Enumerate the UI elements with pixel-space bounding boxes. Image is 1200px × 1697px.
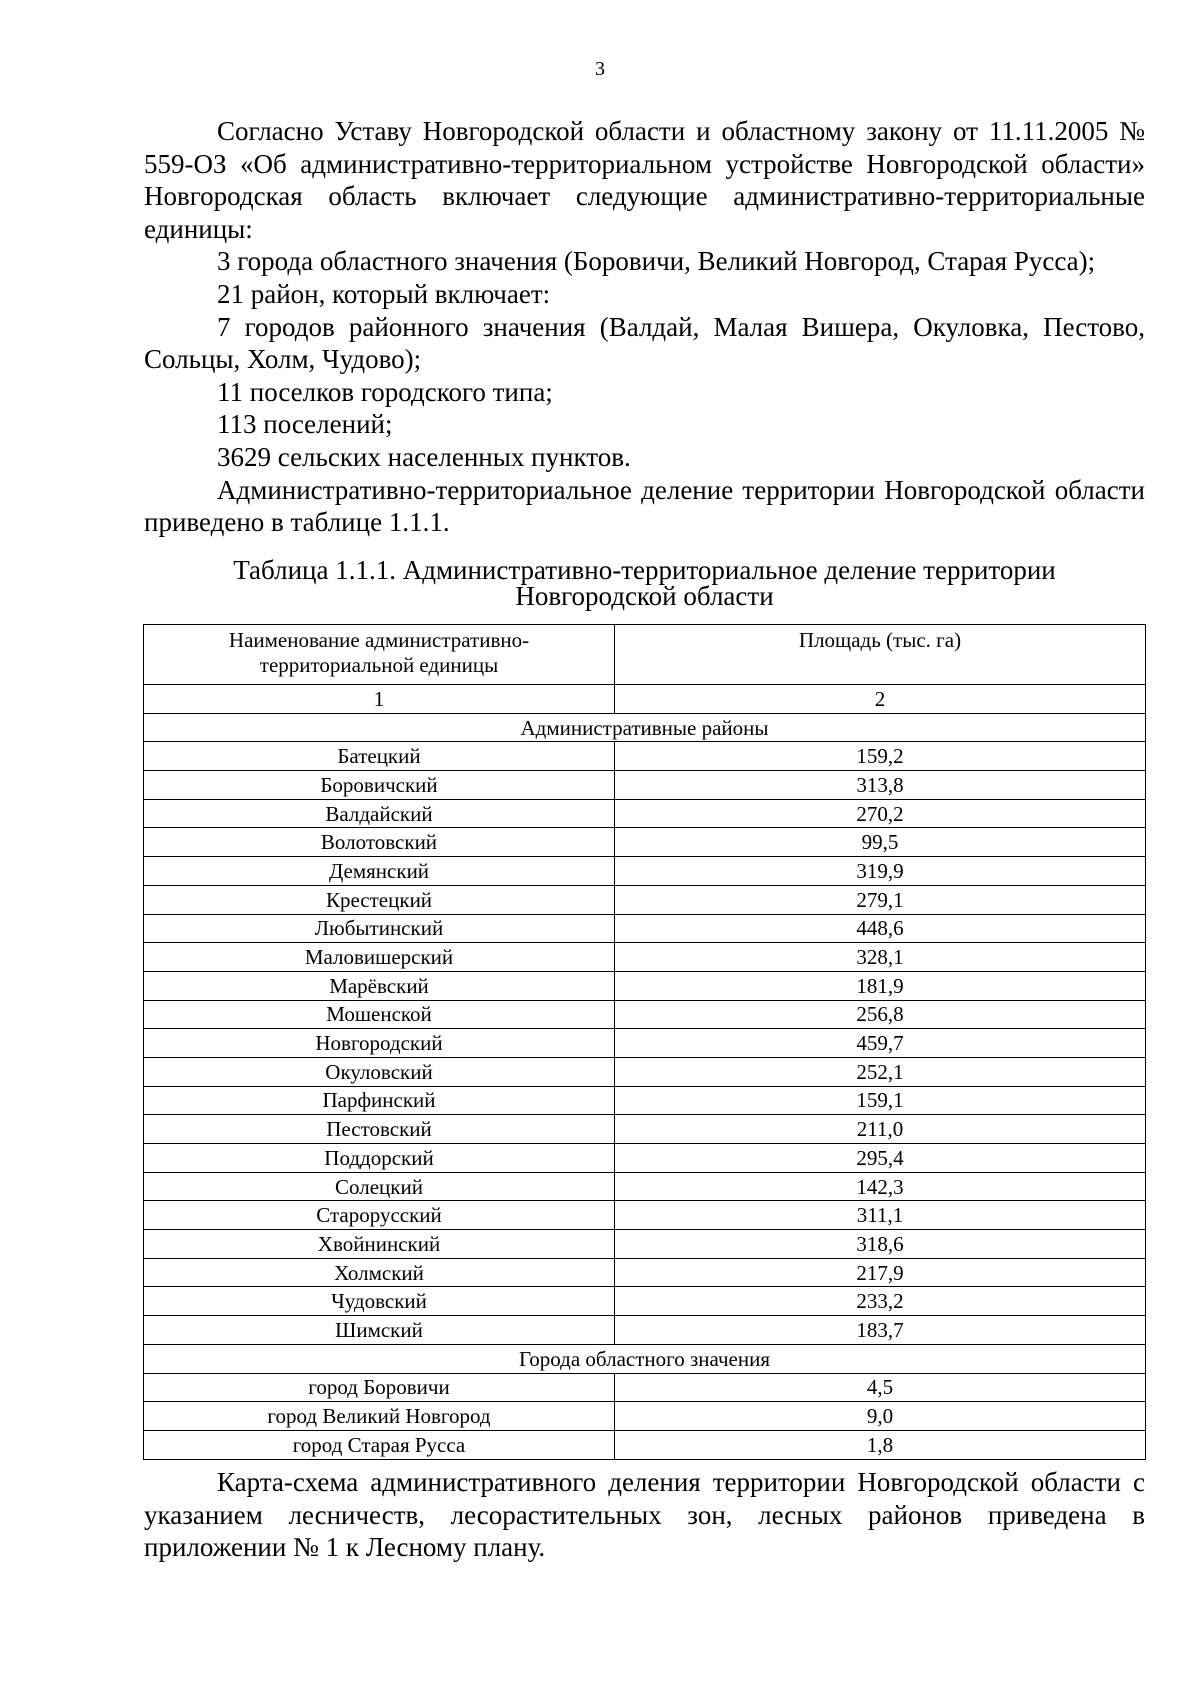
area-cell: 159,1 — [615, 1086, 1146, 1115]
table-row — [144, 1373, 1146, 1402]
area-cell: 9,0 — [615, 1402, 1146, 1431]
intro-paragraph: 113 поселений; — [217, 409, 393, 440]
table-row — [144, 1316, 1146, 1345]
territory-table — [143, 624, 1146, 1460]
unit-name-cell: Поддорский — [144, 1144, 615, 1173]
unit-name-cell: Марёвский — [144, 971, 615, 1000]
area-cell: 295,4 — [615, 1144, 1146, 1173]
unit-name-cell: Пестовский — [144, 1115, 615, 1144]
intro-paragraph: 21 район, который включает: — [217, 278, 551, 309]
table-row — [144, 1430, 1146, 1459]
unit-name-cell: Окуловский — [144, 1057, 615, 1086]
table-row — [144, 914, 1146, 943]
area-cell: 99,5 — [615, 828, 1146, 857]
area-cell: 459,7 — [615, 1029, 1146, 1058]
table-row — [144, 1086, 1146, 1115]
unit-name-cell: город Боровичи — [144, 1373, 615, 1402]
table-caption — [144, 557, 1145, 609]
intro-paragraph: 3 города областного значения (Боровичи, Великий Новгород, Старая Русса); — [217, 246, 1096, 277]
unit-name-cell: Боровичский — [144, 771, 615, 800]
area-cell: 211,0 — [615, 1115, 1146, 1144]
unit-name-cell: Чудовский — [144, 1287, 615, 1316]
section-title-districts: Административные районы — [144, 713, 1146, 742]
unit-name-cell: Мошенской — [144, 1000, 615, 1029]
table-row — [144, 1402, 1146, 1431]
unit-name-cell: Старорусский — [144, 1201, 615, 1230]
area-cell: 252,1 — [615, 1057, 1146, 1086]
area-cell: 270,2 — [615, 799, 1146, 828]
intro-paragraph: Административно-территориальное деление территории Новгородской области приведено в таблице 1.1.1. — [144, 474, 1145, 538]
closing-text — [144, 1466, 1145, 1564]
header-cell-area: Площадь (тыс. га) — [615, 625, 1146, 685]
intro-paragraph: 11 поселков городского типа; — [217, 376, 553, 407]
area-cell: 328,1 — [615, 943, 1146, 972]
table-header-row — [144, 625, 1146, 685]
area-cell: 217,9 — [615, 1258, 1146, 1287]
unit-name-cell: Волотовский — [144, 828, 615, 857]
unit-name-cell: Крестецкий — [144, 885, 615, 914]
intro-paragraph: 7 городов районного значения (Валдай, Малая Вишера, Окуловка, Пестово, Сольцы, Холм, Чудово); — [144, 311, 1145, 375]
table-row — [144, 971, 1146, 1000]
area-cell: 4,5 — [615, 1373, 1146, 1402]
column-number-row — [144, 685, 1146, 714]
table-row — [144, 1230, 1146, 1259]
table-row — [144, 857, 1146, 886]
unit-name-cell: Маловишерский — [144, 943, 615, 972]
table-row — [144, 1057, 1146, 1086]
area-cell: 181,9 — [615, 971, 1146, 1000]
table-row — [144, 1201, 1146, 1230]
closing-paragraph: Карта-схема административного деления территории Новгородской области с указанием лесничеств, лесорастительных зон, лесных районов приведена в приложении № 1 к Лесному плану. — [144, 1467, 1145, 1563]
unit-name-cell: Шимский — [144, 1316, 615, 1345]
table-row — [144, 742, 1146, 771]
table-row — [144, 799, 1146, 828]
unit-name-cell: Батецкий — [144, 742, 615, 771]
table-row — [144, 1287, 1146, 1316]
section-row — [144, 1344, 1146, 1373]
intro-paragraph: Согласно Уставу Новгородской области и областному закону от 11.11.2005 № 559-ОЗ «Об административно-территориальном устройстве Новгородской области» Новгородская область включает следующие административно-территориальные единицы: — [144, 116, 1145, 244]
area-cell: 256,8 — [615, 1000, 1146, 1029]
table-row — [144, 943, 1146, 972]
header-text: Наименование административно- — [228, 628, 530, 652]
area-cell: 448,6 — [615, 914, 1146, 943]
table-row — [144, 828, 1146, 857]
section-row — [144, 713, 1146, 742]
column-number-cell: 1 — [144, 685, 615, 714]
section-title-cities: Города областного значения — [144, 1344, 1146, 1373]
table-row — [144, 1258, 1146, 1287]
unit-name-cell: Парфинский — [144, 1086, 615, 1115]
unit-name-cell: Холмский — [144, 1258, 615, 1287]
header-text: территориальной единицы — [259, 653, 499, 677]
area-cell: 319,9 — [615, 857, 1146, 886]
table-caption-line: Новгородской области — [515, 581, 774, 611]
unit-name-cell: Новгородский — [144, 1029, 615, 1058]
unit-name-cell: город Старая Русса — [144, 1430, 615, 1459]
area-cell: 233,2 — [615, 1287, 1146, 1316]
unit-name-cell: Демянский — [144, 857, 615, 886]
table-caption-line: Таблица 1.1.1. Административно-территориальное деление территории — [233, 555, 1056, 585]
table-row — [144, 885, 1146, 914]
area-cell: 313,8 — [615, 771, 1146, 800]
intro-text — [144, 115, 1145, 539]
column-number-cell: 2 — [615, 685, 1146, 714]
area-cell: 142,3 — [615, 1172, 1146, 1201]
unit-name-cell: Солецкий — [144, 1172, 615, 1201]
table-row — [144, 1115, 1146, 1144]
area-cell: 279,1 — [615, 885, 1146, 914]
page-number: 3 — [595, 58, 605, 80]
header-cell-name — [144, 625, 615, 685]
area-cell: 159,2 — [615, 742, 1146, 771]
unit-name-cell: Хвойнинский — [144, 1230, 615, 1259]
table-row — [144, 1172, 1146, 1201]
table-row — [144, 1144, 1146, 1173]
area-cell: 183,7 — [615, 1316, 1146, 1345]
unit-name-cell: город Великий Новгород — [144, 1402, 615, 1431]
unit-name-cell: Любытинский — [144, 914, 615, 943]
area-cell: 318,6 — [615, 1230, 1146, 1259]
area-cell: 311,1 — [615, 1201, 1146, 1230]
area-cell: 1,8 — [615, 1430, 1146, 1459]
intro-paragraph: 3629 сельских населенных пунктов. — [217, 441, 631, 472]
table-row — [144, 1000, 1146, 1029]
table-row — [144, 771, 1146, 800]
unit-name-cell: Валдайский — [144, 799, 615, 828]
table-row — [144, 1029, 1146, 1058]
